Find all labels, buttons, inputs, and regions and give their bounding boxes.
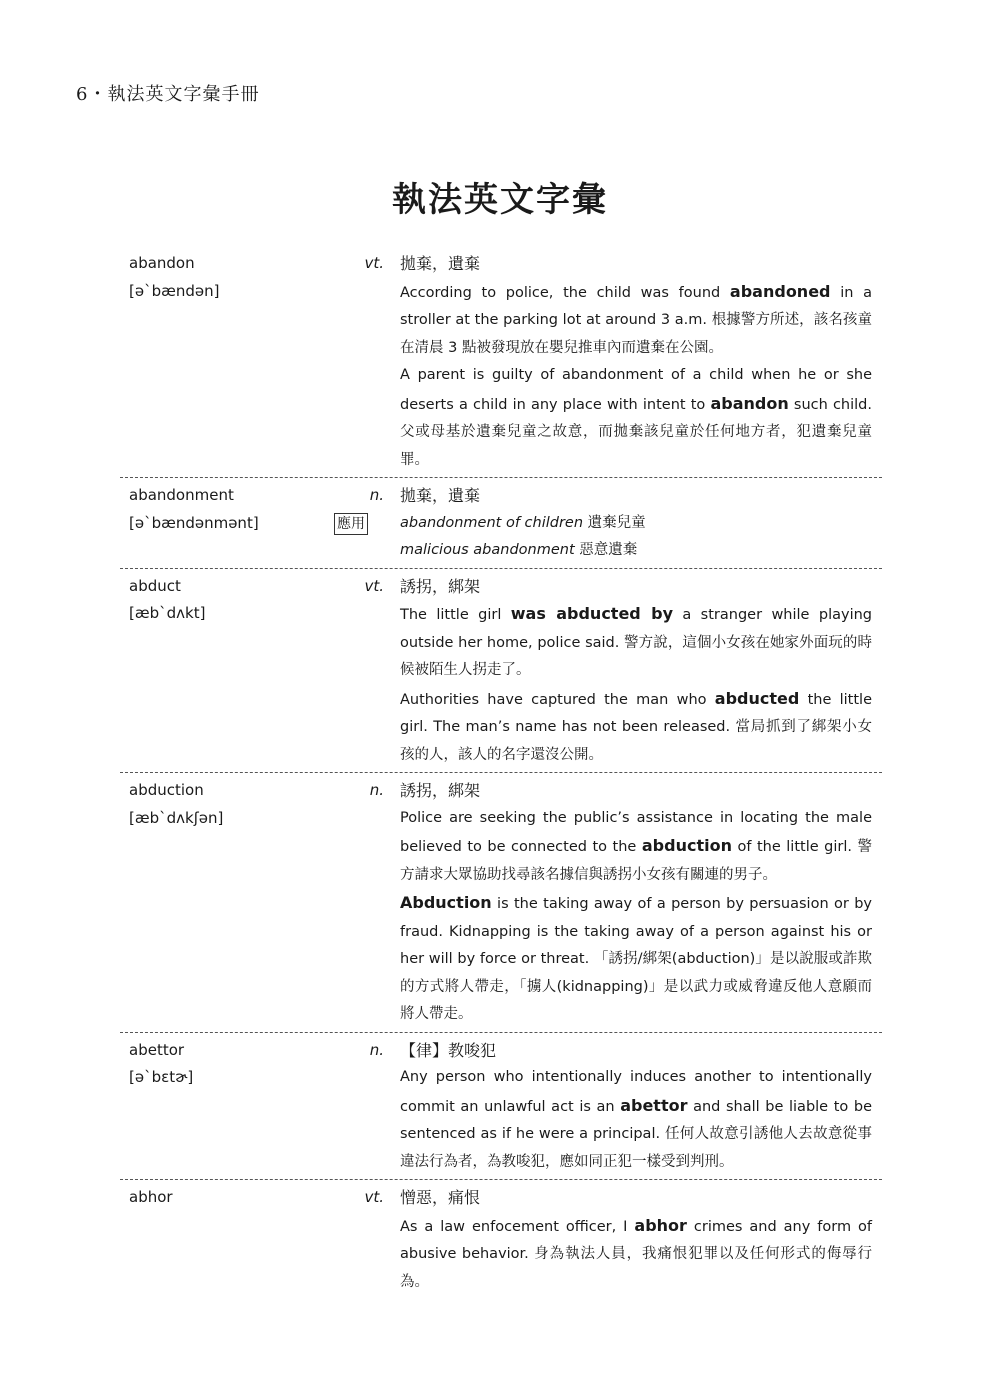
example-sentence: As a law enfocement officer, I abhor crimes and any form of abusive behavior. 身為執法人員，我痛恨犯罪以及任何形式的侮辱行為。 [400, 1215, 872, 1290]
entry-abduct [120, 569, 882, 774]
definition-block [400, 482, 872, 565]
headword-block [129, 482, 329, 537]
meaning: 誘拐，綁架 [400, 576, 481, 596]
entry-abandonment [120, 478, 882, 569]
meaning: 【律】教唆犯 [400, 1040, 497, 1060]
meaning: 憎惡，痛恨 [400, 1188, 481, 1207]
headword-block [129, 1037, 329, 1092]
headword: abhor [129, 1188, 173, 1206]
highlight-term: abandon [710, 393, 789, 413]
example-sentence: A parent is guilty of abandonment of a child when he or she deserts a child in any place with intent to abandon such child. 父或母基於遺棄兒童之故意，而拋棄該兒童於任何地方者，犯遺棄兒童罪。 [400, 367, 872, 468]
phrase: abandonment of children 遺棄兒童 [400, 514, 646, 531]
part-of-speech: n. [369, 486, 384, 504]
highlight-term: abhor [634, 1215, 687, 1235]
phrase: malicious abandonment 惡意遺棄 [400, 542, 638, 558]
definition-block [400, 777, 872, 1029]
headword-block [129, 250, 329, 305]
headword-block [129, 1184, 329, 1212]
usage-tag: 應用 [334, 513, 368, 535]
highlight-term: abettor [620, 1095, 688, 1115]
meaning: 拋棄，遺棄 [400, 486, 481, 505]
definition-block [400, 250, 872, 474]
meaning: 誘拐，綁架 [400, 781, 481, 800]
headword: abduct [129, 576, 181, 595]
highlight-term: was abducted by [510, 604, 673, 623]
headword-block [129, 573, 329, 628]
example-sentence: Any person who intentionally induces another to intentionally commit an unlawful act is an abettor and shall be liable to be sentenced as if he were a principal. 任何人故意引誘他人去故意從事違法行為者，為教唆犯，應如同正犯一樣受到判刑。 [400, 1069, 872, 1170]
page-title: 執法英文字彙 [392, 180, 608, 220]
entry-abduction [120, 773, 882, 1033]
definition-block [400, 1184, 872, 1296]
pronunciation: [ə`bændənmənt] [129, 513, 259, 532]
part-of-speech: vt. [364, 576, 384, 595]
highlight-term: abduction [641, 836, 732, 855]
highlight-term: abandoned [729, 281, 831, 301]
headword: abandonment [129, 486, 234, 504]
meaning: 拋棄，遺棄 [400, 254, 481, 273]
pronunciation: [æb`dʌkt] [129, 604, 206, 622]
running-header: 6・執法英文字彙手冊 [76, 84, 260, 105]
pronunciation: [æb`dʌkʃən] [129, 808, 224, 827]
headword: abandon [129, 254, 195, 272]
part-of-speech: n. [369, 1040, 384, 1059]
pronunciation: [ə`bændən] [129, 281, 220, 300]
definition-block [400, 1037, 872, 1177]
entry-abandon [120, 246, 882, 478]
entry-abettor [120, 1033, 882, 1181]
pronunciation: [ə`bɛtɚ] [129, 1068, 194, 1086]
highlight-term: Abduction [400, 893, 492, 912]
part-of-speech: vt. [364, 254, 384, 272]
headword-block [129, 777, 329, 832]
example-sentence: The little girl was abducted by a stranger while playing outside her home, police said. 警方說，這個小女孩在她家外面玩的時候被陌生人拐走了。 [400, 604, 872, 678]
part-of-speech: n. [369, 781, 384, 799]
part-of-speech: vt. [364, 1188, 384, 1206]
highlight-term: abducted [714, 688, 800, 708]
headword: abduction [129, 781, 204, 799]
entry-abhor [120, 1180, 882, 1299]
example-sentence: Police are seeking the public’s assistance in locating the male believed to be connected to the abduction of the little girl. 警方請求大眾協助找尋該名據信與誘拐小女孩有關連的男子。 [400, 809, 872, 883]
example-sentence: According to police, the child was found abandoned in a stroller at the parking lot at around 3 a.m. 根據警方所述，該名孩童在清晨 3 點被發現放在嬰兒推車內而遺棄在公園。 [400, 281, 872, 356]
example-sentence: Authorities have captured the man who abducted the little girl. The man’s name has not been released. 當局抓到了綁架小女孩的人，該人的名字還沒公開。 [400, 688, 872, 763]
entry-list [120, 246, 882, 1299]
headword: abettor [129, 1040, 185, 1059]
definition-block [400, 573, 872, 770]
example-sentence: Abduction is the taking away of a person by persuasion or by fraud. Kidnapping is the taking away of a person against his or her will by force or threat. 「誘拐/綁架(abduction)」是以說服或詐欺的方式將人帶走，「擄人(kidnapping)」是以武力或威脅違反他人意願而將人帶走。 [400, 893, 872, 1022]
